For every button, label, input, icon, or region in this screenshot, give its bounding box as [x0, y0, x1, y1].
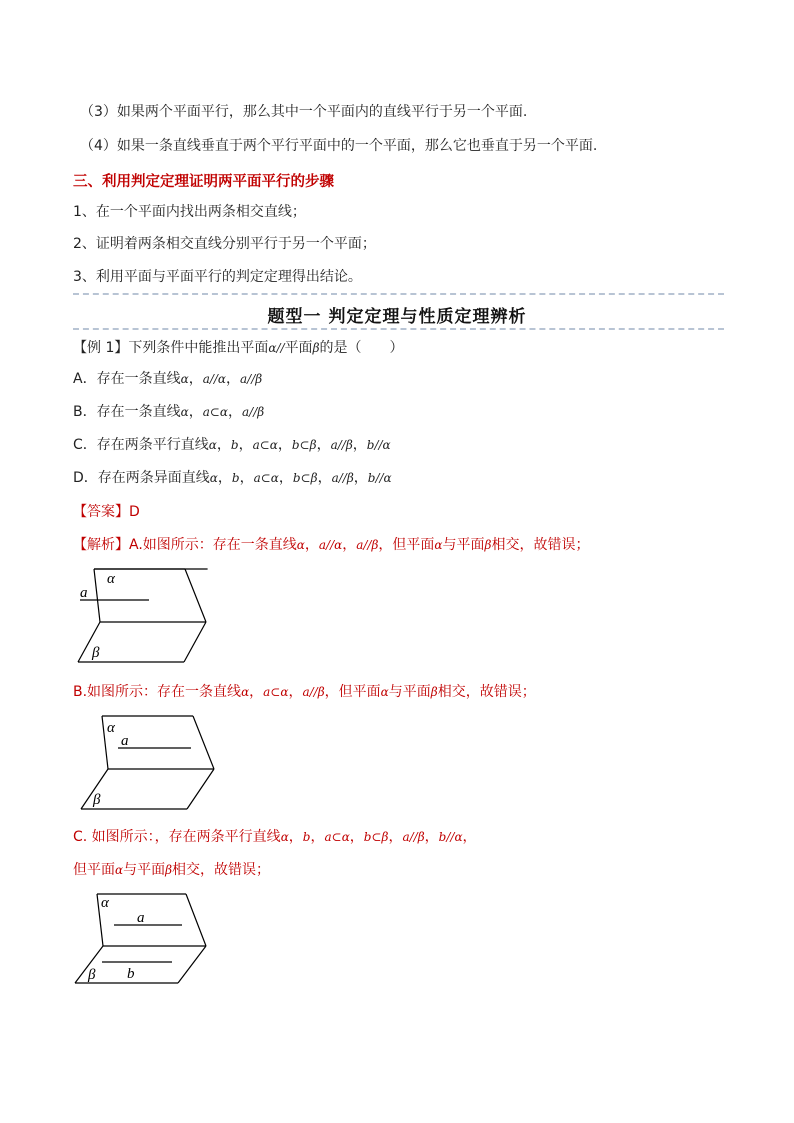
analysis-b: B.如图所示：存在一条直线α，a⊂α，a//β，但平面α与平面β相交，故错误；: [73, 684, 536, 700]
option-a: [73, 370, 262, 388]
option-d-math: α: [209, 471, 218, 485]
analysis-c-line2: [73, 861, 270, 879]
property-4: （4）如果一条直线垂直于两个平行平面中的一个平面，那么它也垂直于另一个平面.: [80, 138, 598, 154]
analysis-c-line1: C. 如图所示：，存在两条平行直线α，b，a⊂α，b⊂β，a//β，b//α，: [73, 829, 477, 845]
fig-b-beta-label: β: [93, 792, 101, 808]
option-b-math: a⊂α: [202, 405, 229, 419]
analysis-text: 与平面: [123, 862, 166, 878]
fig-c-b-label: b: [127, 966, 135, 982]
analysis-a: 【解析】A.如图所示：存在一条直线α，a//α，a//β，但平面α与平面β相交，故错误；: [73, 537, 590, 553]
step-2: 2、证明着两条相交直线分别平行于另一个平面；: [73, 236, 376, 252]
option-d: D．存在两条异面直线α，b，a⊂α，b⊂β，a//β，b//α: [73, 470, 392, 486]
stem-text-suffix: 的是（ ）: [319, 340, 404, 356]
sep: ，: [188, 404, 203, 420]
fig-c-beta-right: [178, 946, 206, 983]
fig-c-alpha-right: [186, 894, 206, 946]
analysis-math: α: [280, 830, 289, 844]
fig-b-alpha-label: α: [107, 720, 115, 736]
analysis-text: B.如图所示：存在一条直线: [73, 684, 242, 700]
option-d-math: b: [231, 471, 240, 485]
fig-c-a-label: a: [137, 910, 145, 926]
analysis-text: 相交，故错误；: [491, 537, 590, 553]
analysis-text: 与平面: [388, 684, 431, 700]
analysis-math: b⊂β: [363, 830, 389, 844]
divider-bottom: [73, 328, 724, 330]
fig-a-beta-right: [184, 622, 206, 662]
fig-c-beta-label: β: [88, 967, 96, 983]
fig-b-alpha-right: [193, 716, 214, 769]
fig-a-a-label: a: [80, 585, 88, 601]
option-a-label: A．存在一条直线: [73, 371, 181, 387]
fig-a-alpha-right: [185, 569, 206, 622]
analysis-text: C. 如图所示：，存在两条平行直线: [73, 829, 281, 845]
stem-math-alpha: α//: [268, 341, 285, 355]
analysis-text: A.如图所示：存在一条直线: [129, 537, 297, 553]
step-1: 1、在一个平面内找出两条相交直线；: [73, 204, 306, 220]
analysis-math: β: [165, 863, 173, 877]
property-3: （3）如果两个平面平行，那么其中一个平面内的直线平行于另一个平面.: [80, 104, 528, 120]
analysis-math: a//α: [318, 538, 343, 552]
option-c-math: a⊂α: [252, 438, 278, 452]
option-d-math: a//β: [331, 471, 354, 485]
fig-a-alpha-left: [94, 569, 100, 622]
stem-text: 【例 1】下列条件中能推出平面: [73, 340, 269, 356]
figure-a: [70, 565, 215, 667]
option-c: C．存在两条平行直线α，b，a⊂α，b⊂β，a//β，b//α: [73, 437, 391, 453]
option-c-math: b⊂β: [291, 438, 317, 452]
option-d-math: a⊂α: [253, 471, 279, 485]
option-b-math: α: [180, 405, 189, 419]
fig-a-alpha-label: α: [107, 571, 115, 587]
example1-stem: [73, 339, 404, 357]
option-a-math: α: [180, 372, 189, 386]
fig-b-beta-right: [187, 769, 214, 809]
analysis-text: ，但平面: [324, 684, 381, 700]
analysis-math: α: [296, 538, 305, 552]
analysis-math: α: [115, 863, 124, 877]
option-c-label: C．存在两条平行直线: [73, 437, 209, 453]
option-a-math: a//α: [202, 372, 227, 386]
analysis-text: 但平面: [73, 862, 115, 878]
analysis-math: a//β: [356, 538, 379, 552]
analysis-math: a⊂α: [263, 685, 289, 699]
option-c-math: α: [208, 438, 217, 452]
analysis-math: β: [430, 685, 438, 699]
analysis-math: α: [241, 685, 250, 699]
sep: ，: [226, 371, 241, 387]
analysis-math: α: [380, 685, 389, 699]
analysis-math: β: [484, 538, 492, 552]
option-d-math: b//α: [367, 471, 392, 485]
analysis-text: 与平面: [442, 537, 485, 553]
analysis-text: ，但平面: [378, 537, 435, 553]
option-b-label: B．存在一条直线: [73, 404, 181, 420]
option-d-label: D．存在两条异面直线: [73, 470, 210, 486]
analysis-text: 相交，故错误；: [437, 684, 536, 700]
analysis-math: α: [434, 538, 443, 552]
answer: 【答案】D: [73, 504, 140, 520]
analysis-math: a//β: [402, 830, 425, 844]
fig-b-a-label: a: [121, 733, 129, 749]
option-d-math: b⊂β: [292, 471, 318, 485]
stem-math-beta: β: [312, 341, 320, 355]
option-a-math: a//β: [240, 372, 263, 386]
step-3: 3、利用平面与平面平行的判定定理得出结论。: [73, 269, 362, 285]
option-c-math: b: [230, 438, 239, 452]
sep: ，: [228, 404, 243, 420]
section3-heading: 三、利用判定定理证明两平面平行的步骤: [73, 174, 334, 190]
analysis-math: a//β: [302, 685, 325, 699]
option-b: [73, 403, 264, 421]
type1-title: 题型一 判定定理与性质定理辨析: [267, 307, 527, 327]
figure-b: [75, 712, 220, 814]
fig-c-alpha-label: α: [101, 895, 109, 911]
option-c-math: b//α: [366, 438, 391, 452]
divider-top: [73, 293, 724, 295]
analysis-math: a⊂α: [324, 830, 350, 844]
option-c-math: a//β: [330, 438, 353, 452]
analysis-text: 相交，故错误；: [172, 862, 271, 878]
fig-a-beta-label: β: [92, 645, 100, 661]
analysis-math: b: [302, 830, 311, 844]
figure-c: [70, 890, 215, 990]
analysis-label: 【解析】: [73, 537, 129, 553]
option-b-math: a//β: [242, 405, 265, 419]
sep: ，: [188, 371, 203, 387]
stem-text-mid: 平面: [284, 340, 313, 356]
analysis-math: b//α: [438, 830, 463, 844]
